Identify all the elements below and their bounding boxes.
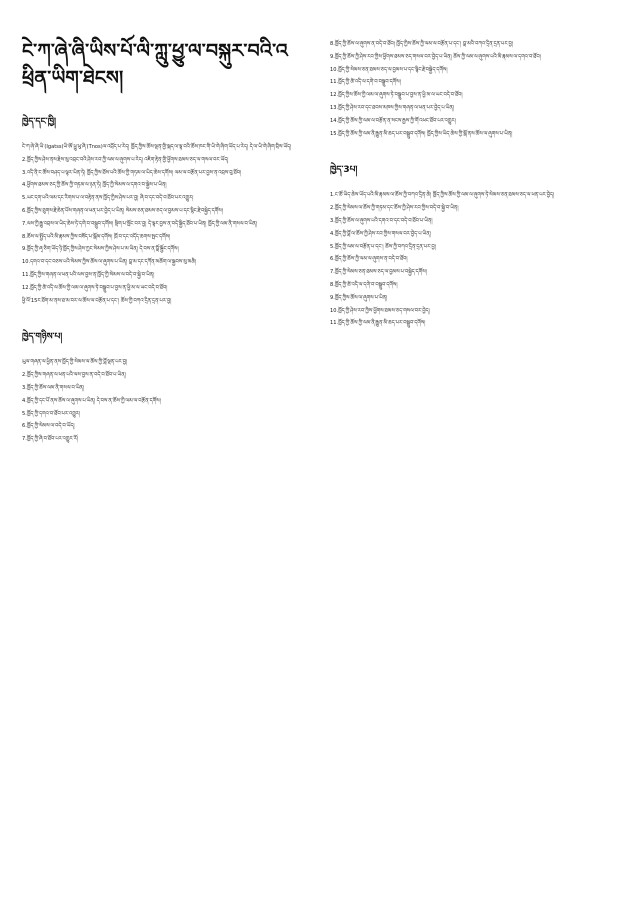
paragraph: 10.ཁྱོད་ཀྱི་སེམས་ཅན་ཐམས་ཅད་ལ་བྱམས་པ་དང་སྙིང་རྗེ་བསྐྱེད་དགོས། [330, 66, 448, 73]
paragraph: 12.ཁྱོད་ཀྱིས་ཆོས་ཀྱི་ལམ་ལ་ཞུགས་ཏེ་བསྒྲུབ་པ་བྱས་ན་ཕྱི་མ་ལ་ཡང་བདེ་བ་ཐོབ། [330, 92, 463, 99]
paragraph: 9.ཁྱོད་ཀྱི་ཞྭ་ཅིག་ཡོད་ཉི་ཁྱོད་ཀྱིས་ཤེས་ཀྱང་སེམས་ཀྱིས་ཤེས་པ་མ་ཡིན། དེ་བས་ན་བློ་སྦྱོང་དགོས། [22, 246, 179, 253]
paragraph: 11.ཁྱོད་ཀྱི་ཆོས་ཀྱི་ལམ་ནི་རྒྱུན་མི་ཆད་པར་བསྒྲུབ་དགོས། [330, 320, 426, 327]
paragraph: 9.ཁྱོད་ཀྱིས་ཆོས་ལ་ཞུགས་པ་ཡིན། [330, 294, 388, 301]
section-gap [330, 142, 612, 154]
paragraph: 9.ཁྱོད་ཀྱི་ཆོས་ཀྱི་ཤེས་རབ་ཀྱིས་ཕྱོགས་ཐམས་ཅད་གསལ་བར་བྱེད་པ་ཡིན། ཆོས་ཀྱི་ལམ་ལ་ཞུགས་པའི་མི་རྣམས་ལ་དགའ་བ་ཐོབ། [330, 53, 541, 60]
paragraph: ཡུལ་གཞན་ལ་ཕྱིན་ནས་ཁྱོད་ཀྱི་སེམས་ལ་ཆོས་ཀྱི་བློ་ལྡན་པར་བྱ། [22, 359, 128, 366]
paragraph: 13.ཁྱོད་ཀྱི་ཤེས་རབ་དང་ཐབས་མཁས་ཀྱིས་གཞན་ལ་ཕན་པར་བྱེད་པ་ཡིན། [330, 104, 454, 111]
paragraph: 12.ཁྱོད་ཀྱི་ཚེ་འདི་ལ་ཆོས་ཀྱི་ལམ་ལ་ཞུགས་ཏེ་བསྒྲུབ་པ་བྱས་ན་ཕྱི་མ་ལ་ཡང་བདེ་བ་ཐོབ། [22, 284, 168, 291]
paragraph: ཕྱི་ལོ་15ར་ཐོག་མ་ནས་ཐ་མ་བར་ལ་ཆོས་ལ་བརྩོན་པ་དང་། ཆོས་ཀྱི་བཀའ་དྲིན་དྲན་པར་བྱ། [22, 297, 172, 304]
left-column [22, 38, 304, 448]
paragraph: 11.ཁྱོད་ཀྱིས་གཞན་ལ་ཕན་པའི་ལས་བྱས་ན་ཁྱོད་ཀྱི་སེམས་ལ་བདེ་བ་སྐྱེ་བ་ཡིན། [22, 271, 155, 278]
paragraph: 5.ཁྱོད་ཀྱི་དགའ་བ་ཐོབ་པར་འགྱུར། [22, 410, 81, 417]
paragraph: 10.དགའ་བ་དང་བཅས་པའི་སེམས་ཀྱིས་ཆོས་ལ་ཞུགས་པ་ཡིན། བླ་མ་དང་དཀོན་མཆོག་ལ་སྐྱབས་སུ་མཆི། [22, 259, 197, 266]
paragraph: 2.ཁྱོད་ཀྱི་སེམས་ལ་ཆོས་ཀྱི་གཏམ་དང་ཆོས་ཀྱི་ཤེས་རབ་ཀྱིས་བདེ་བ་སྐྱེ་བ་ཡིན། [330, 205, 459, 212]
paragraph: 3.ཁྱོད་ཀྱི་ཆོས་ལམ་ནི་གསལ་བ་ཡིན། [22, 384, 85, 391]
paragraph: 4.ཕྱོགས་ཐམས་ཅད་ཀྱི་ཆོས་ཀྱི་གཏམ་ལ་ཉན་ཏེ། ཁྱོད་ཀྱི་སེམས་ལ་དགའ་བ་སྐྱེས་པ་ཡིན། [22, 182, 167, 189]
paragraph: 5.ཁྱོད་ཀྱི་ལམ་ལ་བརྩོན་པ་དང་། ཆོས་ཀྱི་བཀའ་དྲིན་དྲན་པར་བྱ། [330, 243, 436, 250]
paragraph: 11.ཁྱོད་ཀྱི་ཚེ་འདི་ལ་དགེ་བ་བསྒྲུབ་དགོས། [330, 79, 401, 86]
paragraph: 6.ཁྱོད་ཀྱིས་ཐུགས་རྗེ་ཆེན་པོས་གཞན་ལ་ཕན་པར་བྱེད་པ་ཡིན། སེམས་ཅན་ཐམས་ཅད་ལ་བྱམས་པ་དང་སྙིང་རྗེ་བསྐྱེད་དགོས། [22, 207, 223, 214]
paragraph: 8.ཁྱོད་ཀྱི་ཚེ་འདི་ལ་དགེ་བ་བསྒྲུབ་དགོས། [330, 281, 398, 288]
paragraph: 14.ཁྱོད་ཀྱི་ཆོས་ཀྱི་ལམ་ལ་བརྩོན་ན་སངས་རྒྱས་ཀྱི་གོ་འཕང་ཐོབ་པར་འགྱུར། [330, 117, 456, 124]
paragraph: 4.ཁྱོད་ཀྱི་དང་པོ་ནས་ཆོས་ལ་ཞུགས་པ་ཡིན། དེ་བས་ན་ཆོས་ཀྱི་ལམ་ལ་བརྩོན་དགོས། [22, 397, 161, 404]
paragraph: 15.ཁྱོད་ཀྱི་ཆོས་ཀྱི་ལམ་ནི་རྒྱུན་མི་ཆད་པར་བསྒྲུབ་དགོས། ཁྱོད་ཀྱིས་ཡིད་ཆེས་ཀྱི་སྒོ་ནས་ཆོས་ལ་ཞུགས་པ་ཡིན། [330, 130, 513, 137]
paragraph: 7.ཁྱོད་ཀྱི་སེམས་ཅན་ཐམས་ཅད་ལ་བྱམས་པ་བསྐྱེད་དགོས། [330, 269, 427, 276]
document-title: ངེ་ཀ་ཞེ་ཞི་ཡིས་པོ་ལི་ཀླུ་ཕྱུ་ལ་བསྐུར་བའི་འཕྲིན་ཡིག་ཐེངས། [22, 40, 288, 89]
paragraph: 2.ཁྱོད་ཀྱིས་གཞན་ལ་ཕན་པའི་ལས་བྱས་ན་བདེ་བ་ཐོབ་པ་ཡིན། [22, 372, 126, 379]
paragraph: 1.ང་ཚོ་ཡིད་ཆེས་ཡོད་པའི་མི་རྣམས་ལ་ཆོས་ཀྱི་བཀའ་དྲིན་ཆེ། ཁྱོད་ཀྱིས་ཆོས་ཀྱི་ལམ་ལ་ཞུགས་ཏེ་སེམས་ཅན་ཐམས་ཅད་ལ་ཕན་པར་བྱེད། [330, 192, 555, 199]
right-column [330, 40, 612, 332]
paragraph: 4.ཁྱོད་ཀྱི་བློ་ལ་ཆོས་ཀྱི་ཤེས་རབ་ཀྱིས་གསལ་བར་བྱེད་པ་ཡིན། [330, 230, 431, 237]
section-heading-2: ཁྱེད་གཉིས་པ། [22, 332, 63, 343]
paragraph: 3.ཁྱོད་ཀྱི་ཆོས་ལ་ཞུགས་པའི་དགའ་བ་དང་བདེ་བ་ཐོབ་པ་ཡིན། [330, 217, 433, 224]
section-heading-3: ཁྱེད་3པ། [330, 165, 358, 176]
paragraph: 8.ཆོས་ལ་སྤྱོད་པའི་མི་རྣམས་ཀྱིས་བཟོད་པ་སྒོམ་དགོས། ཁྲོ་བ་དང་འདོད་ཆགས་སྤང་དགོས། [22, 233, 171, 240]
paragraph: 8.ཁྱོད་ཀྱི་ཆོས་ལ་ཞུགས་ན་བདེ་བ་ཐོབ། ཁྱོད་ཀྱིས་ཆོས་ཀྱི་ལམ་ལ་བརྩོན་པ་དང་། བླ་མའི་བཀའ་དྲིན་དྲན་པར་བྱ། [330, 41, 513, 47]
paragraph: 7.ལས་ཀྱི་རྒྱུ་འབྲས་ལ་ཡིད་ཆེས་ཏེ་དགེ་བ་བསྒྲུབ་དགོས། སྡིག་པ་སྤོང་བར་བྱ། དེ་ལྟར་བྱས་ན་བདེ་སྐྱིད་ཐོབ་པ་ཡིན། ཁྱོད་ཀྱི་ལམ་ནི་གསལ་བ་ཡིན། [22, 220, 258, 227]
paragraph: 2.ཁྱོད་ཀྱིས་ཤེས་ནས་རྗེས་སུ་འབྲང་བའི་ཤེས་རབ་ཀྱི་ལམ་ལ་ཞུགས་པ་རེད། འཇིག་རྟེན་གྱི་ཕྱོགས་ཐམས་ཅད་ལ་གསལ་བར་ཡོད། [22, 156, 229, 163]
paragraph: 10.ཁྱོད་ཀྱི་ཤེས་རབ་ཀྱིས་ཕྱོགས་ཐམས་ཅད་གསལ་བར་བྱེད། [330, 307, 430, 314]
paragraph: 7.ཁྱོད་ཀྱི་ཞི་བ་ཐོབ་པར་འགྱུར་རོ། [22, 436, 79, 443]
paragraph: 5.ཡང་དག་པའི་ལམ་དང་རིགས་པ་ལ་བརྟེན་ནས་ཁྱོད་ཀྱིས་ཤེས་པར་བྱ། ཞི་བ་དང་བདེ་བ་ཐོབ་པར་འགྱུར། [22, 195, 194, 202]
paragraph: 6.ཁྱོད་ཀྱི་ཆོས་ཀྱི་ལམ་ལ་ཞུགས་ན་བདེ་བ་ཐོབ། [330, 256, 408, 263]
paragraph: ངེ་ཀ་ཞེ་ཞི་ཡི་(Igatss)ཡི་ཨོ་ཕྱུ་ཕུ་ཞི་(Tnos)ལ་འབྲོད་པ་རེད། ཁྱོད་ཀྱིས་ཆོས་ལྡན་གྱི་སྐད་ལ་ལྟ་བའི་ཆོས་ཁང་གི་ཡི་གེ་ཞིག་ཡོད་པ་རེད། དེ་ལ་ཡི་གེ་ཞིག་བྲིས་ཡོད། [22, 144, 292, 150]
section-gap [22, 309, 304, 321]
paragraph: 3.འདི་ནི་ང་ཚོས་བཤད་པ་ལྟར་ཡིན་ཏེ། ཁྱོད་ཀྱིས་ཐོས་པའི་ཆོས་ཀྱི་གཏམ་ལ་ཡིད་ཆེས་དགོས། ལམ་ལ་བརྩོན་པར་བྱས་ན་འབྲས་བུ་ཐོབ། [22, 169, 242, 176]
section-heading-1: ཁྱེད་དང་ཁྱི། [22, 117, 56, 127]
paragraph: 6.ཁྱོད་ཀྱི་སེམས་ལ་བདེ་བ་ཡོད། [22, 423, 75, 430]
